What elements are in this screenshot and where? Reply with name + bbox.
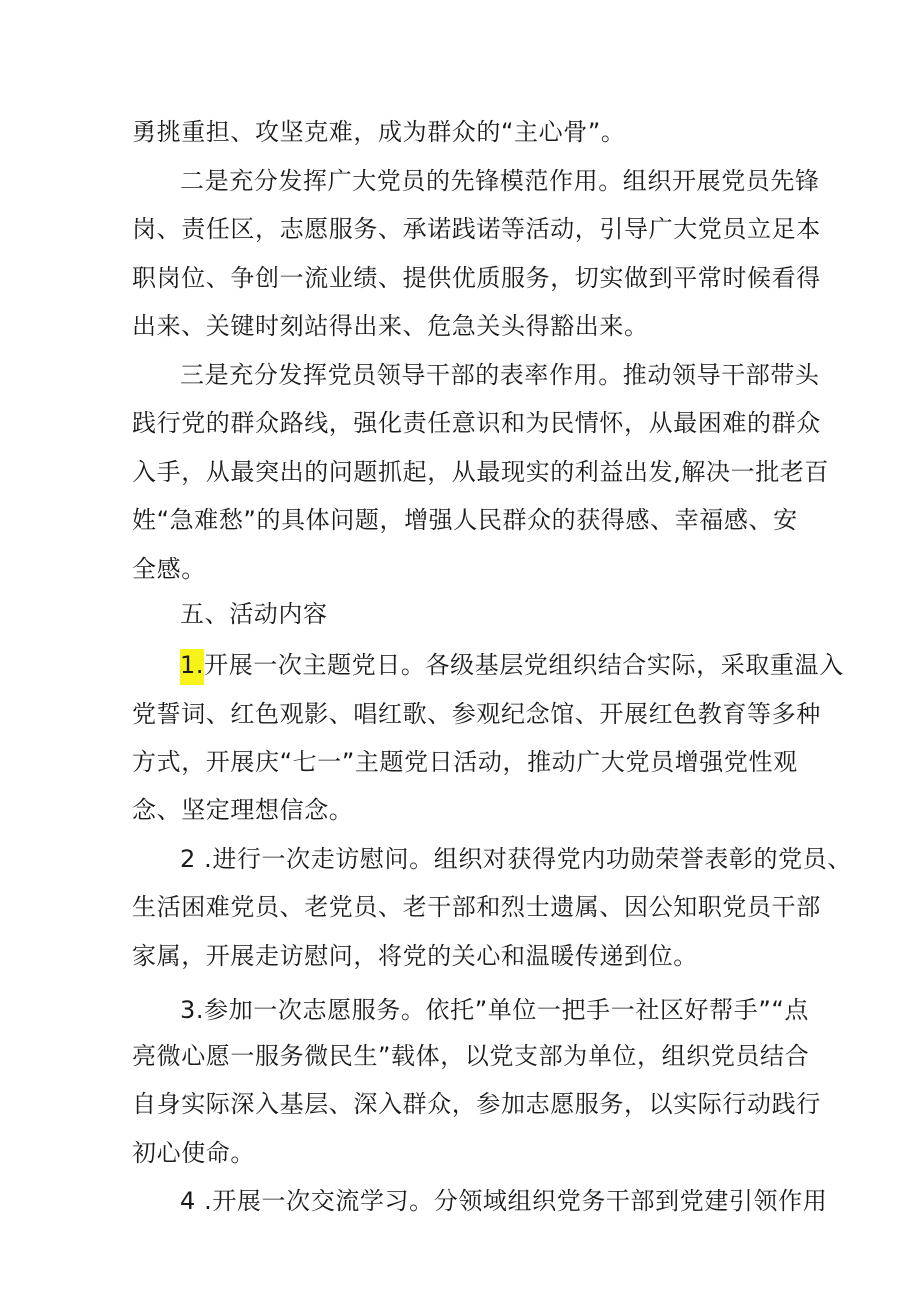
paragraph-line: 4 .开展一次交流学习。分领域组织党务干部到党建引领作用: [180, 1187, 828, 1215]
paragraph-line: 自身实际深入基层、深入群众，参加志愿服务，以实际行动践行: [132, 1090, 821, 1118]
paragraph-line: 方式，开展庆“七一”主题党日活动，推动广大党员增强党性观: [132, 748, 798, 776]
paragraph-line: 党誓词、红色观影、唱红歌、参观纪念馆、开展红色教育等多种: [132, 700, 821, 728]
paragraph-line: 念、坚定理想信念。: [132, 796, 354, 824]
paragraph-line: 姓“急难愁”的具体问题，增强人民群众的获得感、幸福感、安: [132, 506, 798, 534]
paragraph-line: 亮微心愿一服务微民生”载体，以党支部为单位，组织党员结合: [132, 1042, 810, 1070]
paragraph-line: 3.参加一次志愿服务。依托”单位一把手一社区好帮手”“点: [180, 996, 809, 1024]
paragraph-line: 生活困难党员、老党员、老干部和烈士遗属、因公知职党员干部: [132, 893, 821, 921]
paragraph-line: 践行党的群众路线，强化责任意识和为民情怀，从最困难的群众: [132, 409, 821, 437]
paragraph-line: 出来、关键时刻站得出来、危急关头得豁出来。: [132, 312, 649, 340]
highlighted-number: 1.: [180, 649, 204, 685]
paragraph-line: 家属，开展走访慰问，将党的关心和温暖传递到位。: [132, 942, 698, 970]
section-heading: 五、活动内容: [180, 600, 328, 628]
paragraph-line: 入手，从最突出的问题抓起，从最现实的利益出发,解决一批老百: [132, 458, 830, 486]
paragraph-line: 2 .进行一次走访慰问。组织对获得党内功勋荣誉表彰的党员、: [180, 845, 852, 873]
paragraph-line: 岗、责任区，志愿服务、承诺践诺等活动，引导广大党员立足本: [132, 215, 821, 243]
paragraph-line: 二是充分发挥广大党员的先锋模范作用。组织开展党员先锋: [180, 167, 820, 195]
paragraph-line: 三是充分发挥党员领导干部的表率作用。推动领导干部带头: [180, 361, 820, 389]
paragraph-line: 职岗位、争创一流业绩、提供优质服务，切实做到平常时候看得: [132, 264, 821, 292]
paragraph-line: 初心使命。: [132, 1139, 255, 1167]
paragraph-line: 全感。: [132, 555, 206, 583]
paragraph-text: 开展一次主题党日。各级基层党组织结合实际，采取重温入: [204, 651, 844, 679]
list-item-1-first-line: [180, 649, 844, 681]
paragraph-line: 勇挑重担、攻坚克难，成为群众的“主心骨”。: [132, 118, 626, 146]
